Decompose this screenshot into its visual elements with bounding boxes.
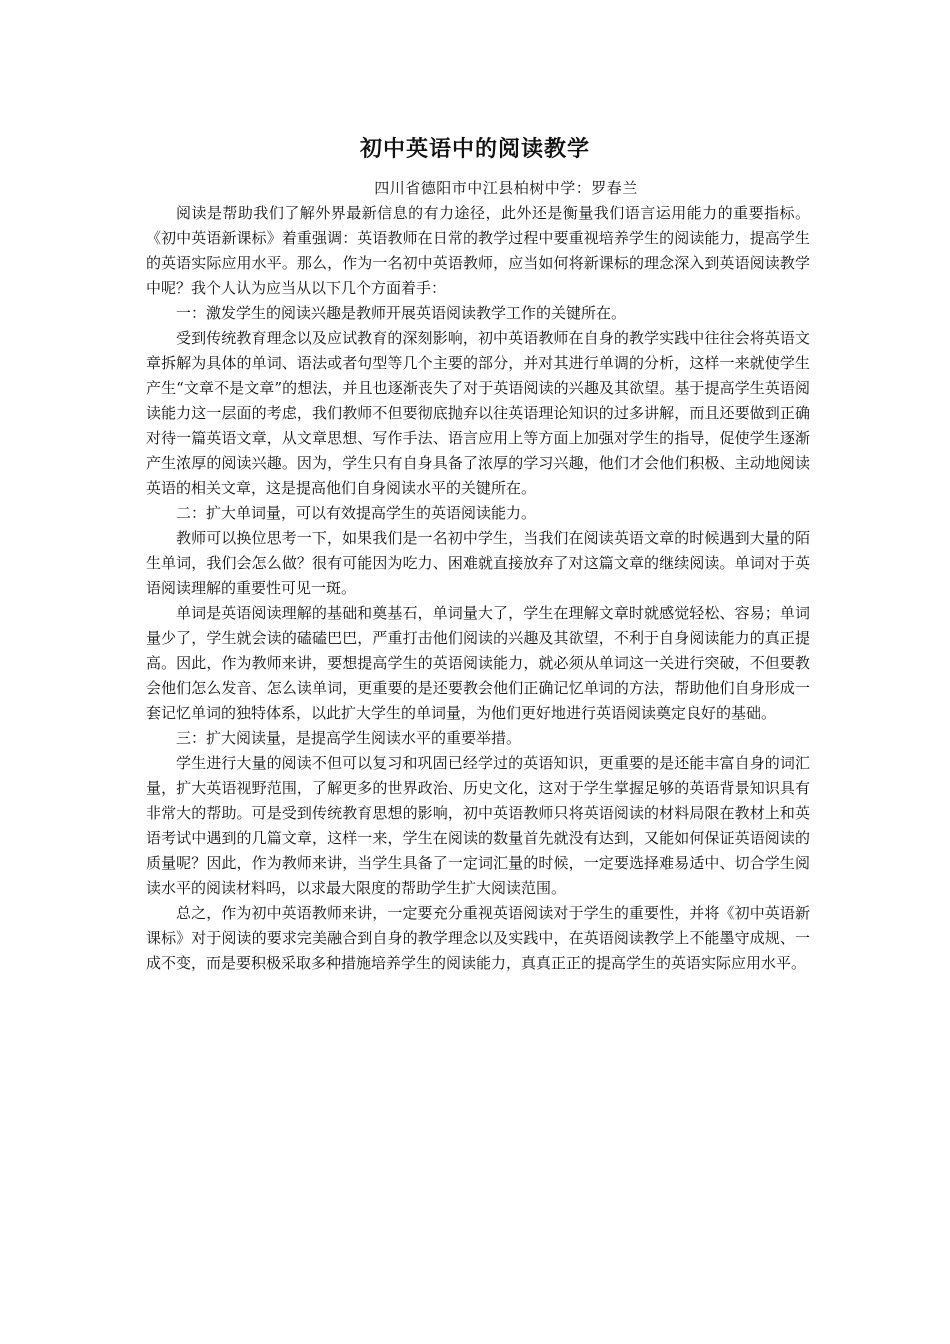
document-author: 四川省德阳市中江县柏树中学：罗春兰 [374, 179, 638, 197]
paragraph-intro: 阅读是帮助我们了解外界最新信息的有力途径，此外还是衡量我们语言运用能力的重要指标。《初中英语新课标》着重强调：英语教师在日常的教学过程中要重视培养学生的阅读能力，提高学生的英语实际应用水平。那么，作为一名初中英语教师，应当如何将新课标的理念深入到英语阅读教学中呢？我个人认为应当从以下几个方面着手： [146, 204, 810, 297]
paragraph: 单词是英语阅读理解的基础和奠基石，单词量大了，学生在理解文章时就感觉轻松、容易；单词量少了，学生就会读的磕磕巴巴，严重打击他们阅读的兴趣及其欲望，不利于自身阅读能力的真正提高。因此，作为教师来讲，要想提高学生的英语阅读能力，就必须从单词这一关进行突破，不但要教会他们怎么发音、怎么读单词，更重要的是还要教会他们正确记忆单词的方法，帮助他们自身形成一套记忆单词的独特体系，以此扩大学生的单词量，为他们更好地进行英语阅读奠定良好的基础。 [146, 604, 810, 722]
paragraph: 教师可以换位思考一下，如果我们是一名初中学生，当我们在阅读英语文章的时候遇到大量的陌生单词，我们会怎么做？很有可能因为吃力、困难就直接放弃了对这篇文章的继续阅读。单词对于英语阅读理解的重要性可见一斑。 [146, 529, 810, 597]
paragraph: 受到传统教育理念以及应试教育的深刻影响，初中英语教师在自身的教学实践中往往会将英语文章拆解为具体的单词、语法或者句型等几个主要的部分，并对其进行单调的分析，这样一来就使学生产生“文章不是文章”的想法，并且也逐渐丧失了对于英语阅读的兴趣及其欲望。基于提高学生英语阅读能力这一层面的考虑，我们教师不但要彻底抛弃以往英语理论知识的过多讲解，而且还要做到正确对待一篇英语文章，从文章思想、写作手法、语言应用上等方面上加强对学生的指导，促使学生逐渐产生浓厚的阅读兴趣。因为，学生只有自身具备了浓厚的学习兴趣，他们才会他们积极、主动地阅读英语的相关文章，这是提高他们自身阅读水平的关键所在。 [146, 329, 810, 497]
document-title: 初中英语中的阅读教学 [359, 136, 590, 162]
document-body [146, 201, 810, 976]
section-heading-2: 二：扩大单词量，可以有效提高学生的英语阅读能力。 [176, 504, 537, 522]
paragraph-conclusion: 总之，作为初中英语教师来讲，一定要充分重视英语阅读对于学生的重要性，并将《初中英语新课标》对于阅读的要求完美融合到自身的教学理念以及实践中，在英语阅读教学上不能墨守成规、一成不变，而是要积极采取多种措施培养学生的阅读能力，真真正正的提高学生的英语实际应用水平。 [146, 904, 810, 972]
paragraph: 学生进行大量的阅读不但可以复习和巩固已经学过的英语知识，更重要的是还能丰富自身的词汇量，扩大英语视野范围，了解更多的世界政治、历史文化，这对于学生掌握足够的英语背景知识具有非常大的帮助。可是受到传统教育思想的影响，初中英语教师只将英语阅读的材料局限在教材上和英语考试中遇到的几篇文章，这样一来，学生在阅读的数量首先就没有达到，又能如何保证英语阅读的质量呢？因此，作为教师来讲，当学生具备了一定词汇量的时候，一定要选择难易适中、切合学生阅读水平的阅读材料吗，以求最大限度的帮助学生扩大阅读范围。 [146, 754, 810, 897]
section-heading-1: 一：激发学生的阅读兴趣是教师开展英语阅读教学工作的关键所在。 [176, 304, 627, 322]
section-heading-3: 三：扩大阅读量，是提高学生阅读水平的重要举措。 [176, 729, 522, 747]
